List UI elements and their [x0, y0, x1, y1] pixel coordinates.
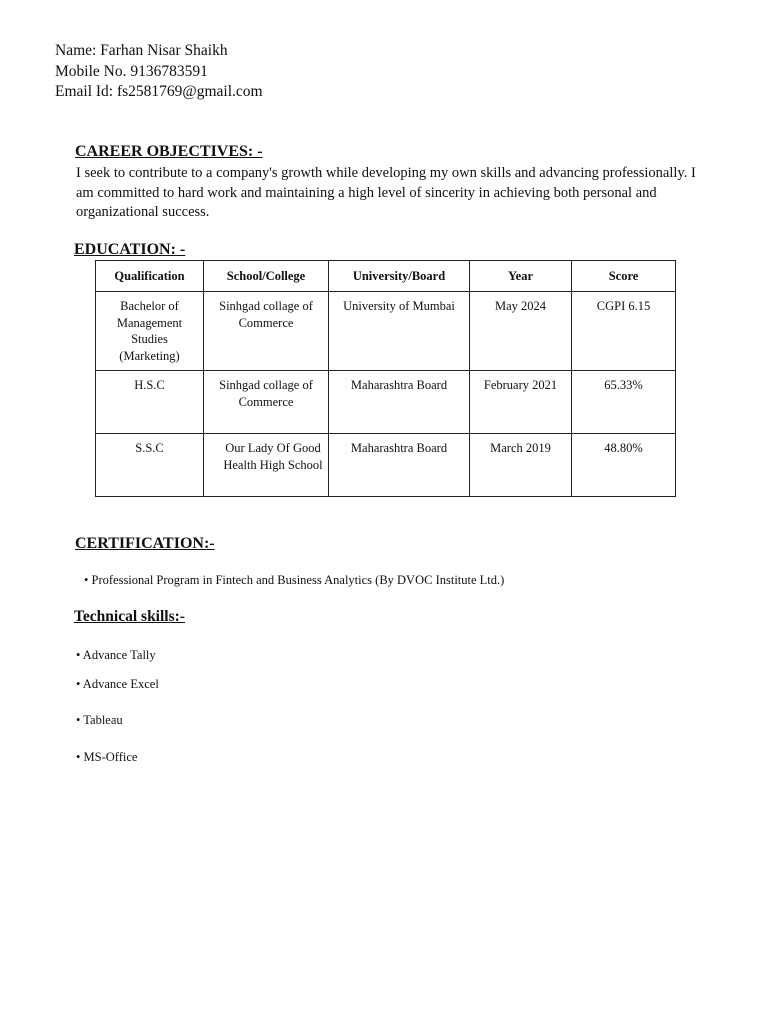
score-cell: 65.33%	[572, 371, 676, 434]
certification-item: • Professional Program in Fintech and Business Analytics (By DVOC Institute Ltd.)	[84, 573, 505, 587]
column-header-score: Score	[572, 261, 676, 292]
table-row	[96, 371, 676, 434]
mobile-number: Mobile No. 9136783591	[55, 62, 208, 80]
board-cell: Maharashtra Board	[329, 371, 470, 434]
education-heading: EDUCATION: -	[74, 241, 186, 258]
board-cell: Maharashtra Board	[329, 434, 470, 497]
skill-item: • Advance Excel	[76, 677, 159, 691]
column-header-year: Year	[470, 261, 572, 292]
certification-heading: CERTIFICATION:-	[75, 535, 215, 552]
career-objective-text: I seek to contribute to a company's growth while developing my own skills and advancing professionally. I am committed to hard work and maintaining a high level of sincerity in achieving both personal and organizational success.	[76, 165, 696, 220]
qualification-cell: Bachelor of Management Studies (Marketing)	[96, 292, 204, 371]
qualification-cell: S.S.C	[96, 434, 204, 497]
year-cell: February 2021	[470, 371, 572, 434]
year-cell: March 2019	[470, 434, 572, 497]
candidate-name: Name: Farhan Nisar Shaikh	[55, 42, 228, 59]
column-header-qualification: Qualification	[96, 261, 204, 292]
school-cell: Sinhgad collage of Commerce	[204, 292, 329, 371]
board-cell: University of Mumbai	[329, 292, 470, 371]
qualification-cell: H.S.C	[96, 371, 204, 434]
skill-item: • Advance Tally	[76, 648, 156, 662]
school-cell: Sinhgad collage of Commerce	[204, 371, 329, 434]
table-header-row	[96, 261, 676, 292]
table-row	[96, 292, 676, 371]
column-header-school: School/College	[204, 261, 329, 292]
year-cell: May 2024	[470, 292, 572, 371]
skill-item: • Tableau	[76, 713, 123, 727]
column-header-board: University/Board	[329, 261, 470, 292]
score-cell: 48.80%	[572, 434, 676, 497]
contact-block	[55, 41, 263, 103]
skill-item: • MS-Office	[76, 750, 138, 764]
email-address: Email Id: fs2581769@gmail.com	[55, 83, 263, 100]
technical-skills-heading: Technical skills:-	[74, 608, 185, 625]
education-table	[95, 260, 676, 497]
career-objectives-heading: CAREER OBJECTIVES: -	[75, 143, 263, 160]
school-cell: Our Lady Of Good Health High School	[204, 434, 329, 497]
score-cell: CGPI 6.15	[572, 292, 676, 371]
table-row	[96, 434, 676, 497]
